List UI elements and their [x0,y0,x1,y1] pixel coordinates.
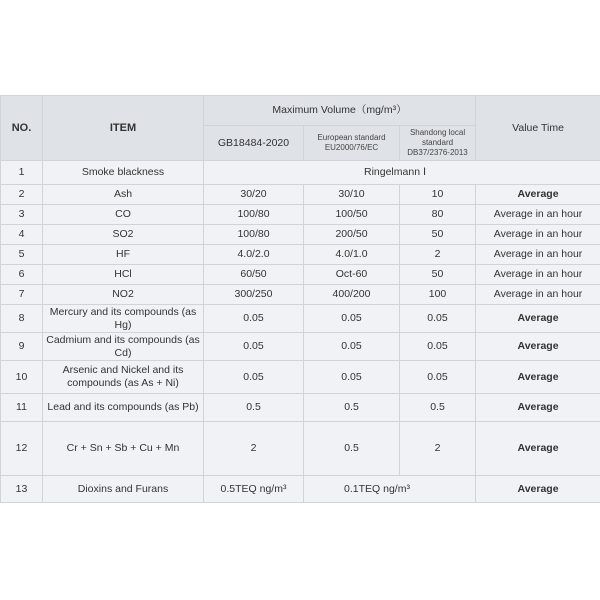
table-row [1,161,600,185]
cell-item: Lead and its compounds (as Pb) [43,394,204,422]
cell-gb: 0.5TEQ ng/m³ [204,476,304,503]
cell-time: Average [476,305,600,333]
col-header-gb: GB18484-2020 [204,126,304,161]
cell-no: 12 [1,422,43,476]
cell-time: Average [476,394,600,422]
sd-line-1: Shandong local [409,128,466,137]
cell-item: HF [43,245,204,265]
cell-item: Dioxins and Furans [43,476,204,503]
table-row [1,285,600,305]
col-header-item: ITEM [43,96,204,161]
cell-gb: 300/250 [204,285,304,305]
sd-line-3: DB37/2376-2013 [407,148,468,157]
cell-time: Average in an hour [476,285,600,305]
table-row [1,245,600,265]
cell-item: Cr + Sn + Sb + Cu + Mn [43,422,204,476]
cell-sd: 0.05 [400,333,476,361]
cell-no: 1 [1,161,43,185]
cell-sd: 100 [400,285,476,305]
col-header-max-volume: Maximum Volume（mg/m³） [204,96,476,126]
cell-eu: 0.05 [304,333,400,361]
cell-time: Average [476,361,600,394]
cell-time: Average in an hour [476,265,600,285]
cell-time: Average [476,333,600,361]
table-row [1,265,600,285]
cell-eu: 0.05 [304,305,400,333]
cell-no: 13 [1,476,43,503]
cell-gb: 30/20 [204,185,304,205]
cell-time: Average [476,476,600,503]
cell-sd: 50 [400,225,476,245]
cell-no: 4 [1,225,43,245]
cell-no: 6 [1,265,43,285]
cell-no: 9 [1,333,43,361]
cell-no: 8 [1,305,43,333]
cell-gb: 0.5 [204,394,304,422]
table-row [1,185,600,205]
cell-gb: 100/80 [204,225,304,245]
col-header-value-time: Value Time [476,96,600,161]
cell-time: Average in an hour [476,225,600,245]
cell-time: Average in an hour [476,245,600,265]
cell-sd: 2 [400,422,476,476]
table-row [1,305,600,333]
table-row [1,333,600,361]
col-header-no: NO. [1,96,43,161]
cell-eu-sd: 0.1TEQ ng/m³ [304,476,476,503]
cell-sd: 80 [400,205,476,225]
table-row [1,205,600,225]
cell-time: Average [476,422,600,476]
cell-item: HCl [43,265,204,285]
cell-gb: 60/50 [204,265,304,285]
cell-no: 3 [1,205,43,225]
cell-gb: 0.05 [204,305,304,333]
cell-no: 2 [1,185,43,205]
table-row [1,394,600,422]
cell-sd: 10 [400,185,476,205]
cell-gb: 4.0/2.0 [204,245,304,265]
col-header-shandong [400,126,476,161]
emission-standards-table [0,95,600,503]
cell-eu: 400/200 [304,285,400,305]
cell-gb: 0.05 [204,361,304,394]
cell-no: 11 [1,394,43,422]
cell-sd: 50 [400,265,476,285]
cell-time: Average [476,185,600,205]
cell-eu: 200/50 [304,225,400,245]
table-row [1,422,600,476]
cell-time: Average in an hour [476,205,600,225]
cell-sd: 0.5 [400,394,476,422]
cell-gb: 100/80 [204,205,304,225]
cell-item: Arsenic and Nickel and its compounds (as As + Ni) [43,361,204,394]
cell-eu: 0.5 [304,422,400,476]
header-row-1 [1,96,600,126]
cell-sd: 0.05 [400,305,476,333]
cell-item: Cadmium and its compounds (as Cd) [43,333,204,361]
cell-sd: 0.05 [400,361,476,394]
cell-eu: 0.5 [304,394,400,422]
eu-line-1: European standard [317,133,386,142]
table-row [1,361,600,394]
cell-gb: 0.05 [204,333,304,361]
cell-eu: 4.0/1.0 [304,245,400,265]
cell-item: Mercury and its compounds (as Hg) [43,305,204,333]
cell-eu: 30/10 [304,185,400,205]
cell-item: Ash [43,185,204,205]
table-row [1,225,600,245]
sd-line-2: standard [421,138,454,147]
cell-item: CO [43,205,204,225]
cell-no: 7 [1,285,43,305]
cell-no: 5 [1,245,43,265]
cell-eu: 100/50 [304,205,400,225]
cell-item: Smoke blackness [43,161,204,185]
cell-sd: 2 [400,245,476,265]
cell-item: SO2 [43,225,204,245]
cell-gb: 2 [204,422,304,476]
eu-line-2: EU2000/76/EC [324,143,379,152]
table-row [1,476,600,503]
cell-eu: 0.05 [304,361,400,394]
cell-item: NO2 [43,285,204,305]
cell-smoke-value: Ringelmann Ⅰ [204,161,600,185]
cell-no: 10 [1,361,43,394]
col-header-eu [304,126,400,161]
cell-eu: Oct-60 [304,265,400,285]
